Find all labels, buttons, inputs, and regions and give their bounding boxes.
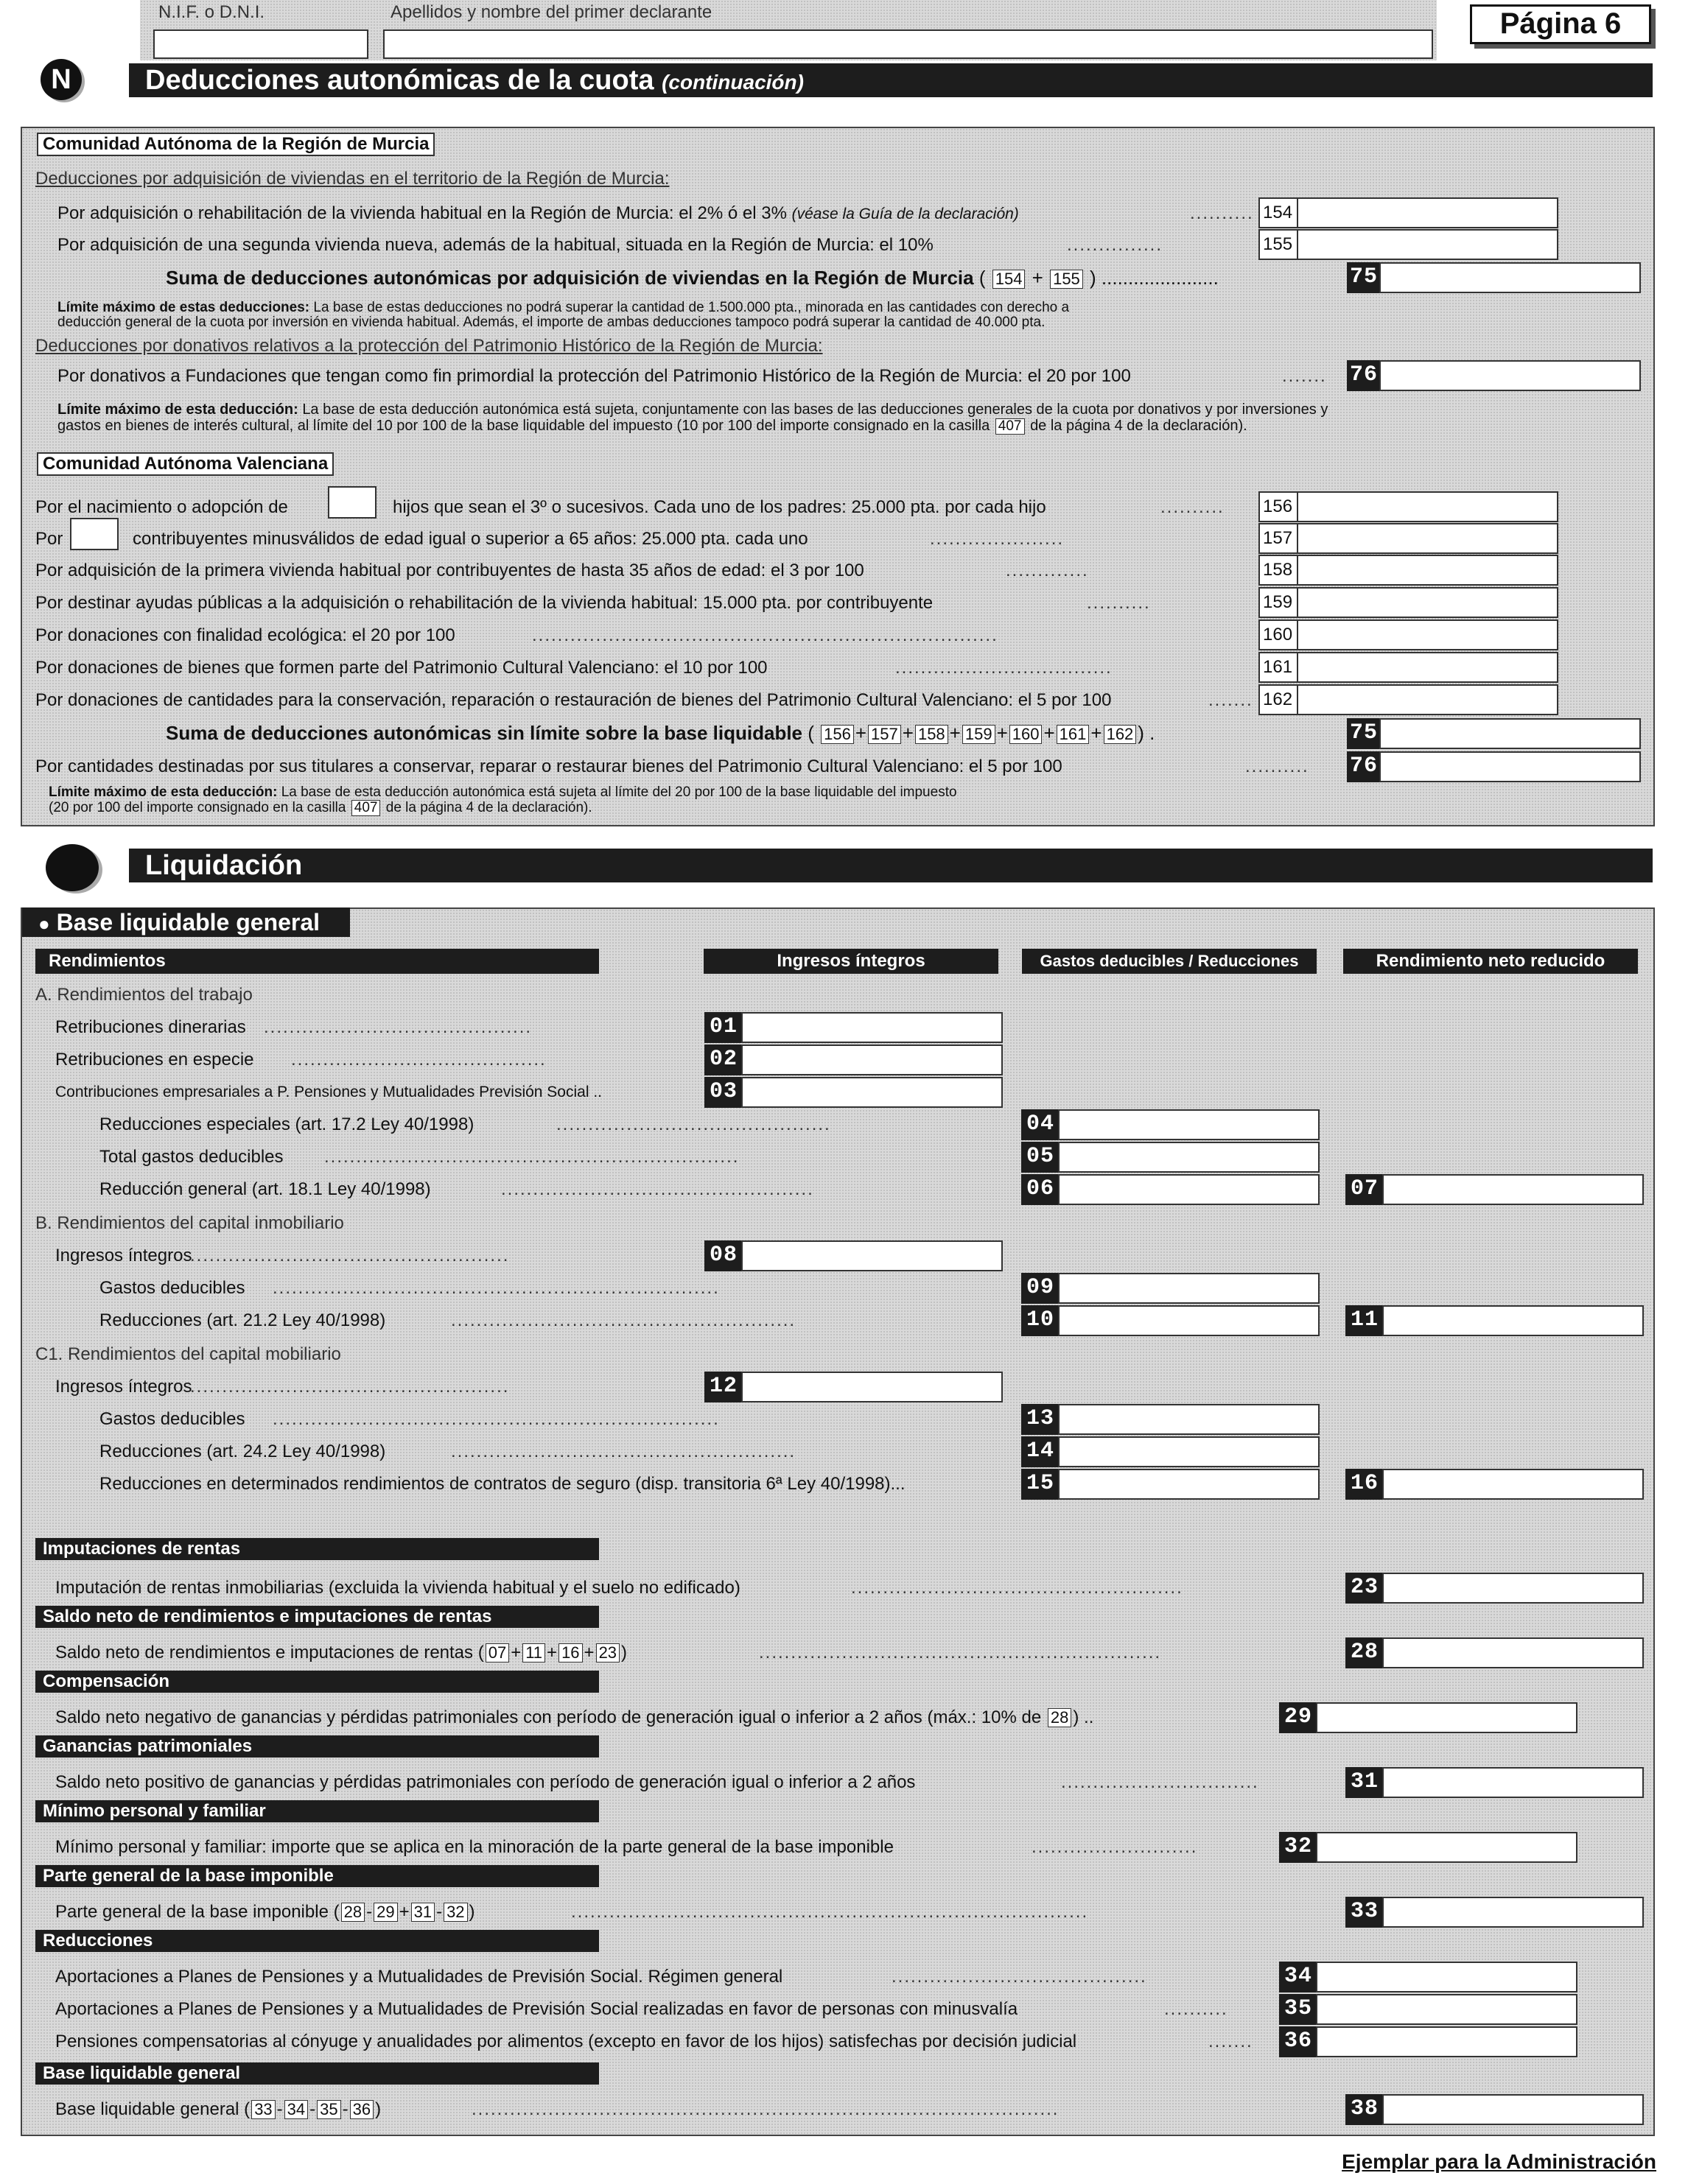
box-31-number: 31 [1345, 1767, 1384, 1798]
row-156-dots: .......... [1160, 497, 1225, 517]
nif-label: N.I.F. o D.N.I. [158, 2, 265, 22]
box-75-murcia-number: 75 [1347, 262, 1381, 293]
row-161-label: Por donaciones de bienes que formen parte del Patrimonio Cultural Valenciano: el 10 por 100 [35, 658, 768, 678]
row-154-dots: .......... [1190, 203, 1254, 223]
box-02-field[interactable] [741, 1044, 1003, 1075]
box-12-number: 12 [704, 1372, 743, 1402]
box-16-number: 16 [1345, 1469, 1384, 1500]
box-10-field[interactable] [1058, 1305, 1320, 1336]
row-156-label-a: Por el nacimiento o adopción de [35, 497, 288, 517]
row-08-dots: .................................................. [190, 1246, 510, 1265]
box-38-number: 38 [1345, 2094, 1384, 2125]
col-ingresos-header: Ingresos íntegros [704, 949, 998, 974]
box-03-number: 03 [704, 1077, 743, 1108]
row-09-label: Gastos deducibles [99, 1278, 245, 1298]
box-75-murcia-field[interactable] [1379, 262, 1641, 293]
box-36-number: 36 [1279, 2026, 1317, 2057]
row-06-dots: ................................................. [501, 1179, 814, 1199]
row-157-label-b: contribuyentes minusválidos de edad igual o superior a 65 años: 25.000 pta. cada uno [133, 529, 808, 549]
ref-407-b: 407 [351, 800, 381, 816]
box-06-number: 06 [1021, 1174, 1060, 1205]
section-c1-label: C1. Rendimientos del capital mobiliario [35, 1344, 341, 1364]
row-04-label: Reducciones especiales (art. 17.2 Ley 40/1998) [99, 1114, 474, 1134]
row-160-dots: ......................................................................... [532, 625, 998, 645]
box-29-field[interactable] [1316, 1702, 1577, 1733]
box-13-field[interactable] [1058, 1404, 1320, 1435]
row-12-dots: .................................................. [190, 1377, 510, 1397]
box-156-field[interactable] [1297, 491, 1558, 522]
ref-29: 29 [374, 1903, 397, 1922]
murcia-limit1-bold: Límite máximo de estas deducciones: [57, 300, 310, 315]
box-15-field[interactable] [1058, 1469, 1320, 1500]
box-12-field[interactable] [741, 1372, 1003, 1402]
box-08-number: 08 [704, 1240, 743, 1271]
ref-28-b: 28 [341, 1903, 365, 1922]
base-liquidable-header: Base liquidable general [35, 2062, 599, 2085]
footer-ejemplar: Ejemplar para la Administración [1342, 2150, 1656, 2173]
row-34-label: Aportaciones a Planes de Pensiones y a Mutualidades de Previsión Social. Régimen general [55, 1967, 783, 1987]
ref-159: 159 [962, 725, 995, 744]
row-12-label: Ingresos íntegros [55, 1377, 192, 1397]
ref-07: 07 [486, 1643, 509, 1662]
ref-35: 35 [317, 2100, 340, 2119]
valencia-sum-label: Suma de deducciones autonómicas sin límite sobre la base liquidable [166, 722, 803, 744]
box-01-number: 01 [704, 1012, 743, 1043]
murcia-row-76-label: Por donativos a Fundaciones que tengan como fin primordial la protección del Patrimonio Histórico de la Región de Murcia: el 20 por 100 [57, 366, 1131, 386]
box-75-valencia-number: 75 [1347, 718, 1381, 749]
box-162-field[interactable] [1297, 684, 1558, 715]
row-35-dots: .......... [1164, 1999, 1228, 2019]
ref-154: 154 [992, 270, 1026, 289]
row-156-label-b: hijos que sean el 3º o sucesivos. Cada uno de los padres: 25.000 pta. por cada hijo [393, 497, 1046, 517]
minimo-header: Mínimo personal y familiar [35, 1800, 599, 1822]
box-11-number: 11 [1345, 1305, 1384, 1336]
row-32-dots: .......................... [1032, 1837, 1198, 1857]
box-05-field[interactable] [1058, 1142, 1320, 1173]
row-31-label: Saldo neto positivo de ganancias y pérdidas patrimoniales con período de generación igual o inferior a 2 años [55, 1772, 916, 1792]
section-a-label: A. Rendimientos del trabajo [35, 985, 253, 1005]
row-09-dots: ...................................................................... [273, 1278, 720, 1298]
ref-161: 161 [1057, 725, 1090, 744]
valencia-sum-row: Suma de deducciones autonómicas sin límite sobre la base liquidable ( 156 + 157 + 158 + 159 + 160 + 161 + 162 ) . [166, 722, 1155, 744]
box-09-number: 09 [1021, 1273, 1060, 1304]
ganancias-header: Ganancias patrimoniales [35, 1735, 599, 1758]
liquidacion-circle-icon [46, 844, 99, 891]
section-b-label: B. Rendimientos del capital inmobiliario [35, 1213, 344, 1233]
row-34-dots: ........................................ [892, 1967, 1147, 1987]
ref-157: 157 [868, 725, 901, 744]
ref-23: 23 [596, 1643, 620, 1662]
row-04-dots: ........................................... [556, 1114, 831, 1134]
row-38-label: Base liquidable general ( 33 - 34 - 35 - 36 ) [55, 2099, 382, 2119]
row-160-label: Por donaciones con finalidad ecológica: el 20 por 100 [35, 625, 455, 645]
n-section-title [129, 63, 1653, 97]
name-field[interactable] [383, 29, 1433, 59]
box-08-field[interactable] [741, 1240, 1003, 1271]
box-35-number: 35 [1279, 1994, 1317, 2025]
row-23-label: Imputación de rentas inmobiliarias (excluida la vivienda habitual y el suelo no edificado) [55, 1578, 740, 1598]
row-15-label: Reducciones en determinados rendimientos de contratos de seguro (disp. transitoria 6ª Ley 40/1998)... [99, 1474, 906, 1494]
box-07-number: 07 [1345, 1174, 1384, 1205]
minusvalidos-count-field[interactable] [70, 518, 119, 550]
bullet-icon: ● [38, 913, 50, 935]
box-76-valencia-number: 76 [1347, 751, 1381, 782]
saldo-header: Saldo neto de rendimientos e imputaciones de rentas [35, 1606, 599, 1628]
box-02-number: 02 [704, 1044, 743, 1075]
box-16-field[interactable] [1382, 1469, 1644, 1500]
box-33-number: 33 [1345, 1897, 1384, 1928]
murcia-sub2: Deducciones por donativos relativos a la protección del Patrimonio Histórico de la Región de Murcia: [35, 336, 823, 356]
murcia-sub1: Deducciones por adquisición de viviendas en el territorio de la Región de Murcia: [35, 169, 670, 189]
box-04-number: 04 [1021, 1109, 1060, 1140]
box-33-field[interactable] [1382, 1897, 1644, 1928]
col-neto-header: Rendimiento neto reducido [1343, 949, 1638, 974]
box-158-field[interactable] [1297, 555, 1558, 586]
n-circle-icon: N [41, 59, 82, 100]
box-156-number: 156 [1258, 491, 1298, 522]
row-31-dots: ............................... [1061, 1772, 1259, 1792]
ref-158: 158 [915, 725, 948, 744]
row-155-dots: ............... [1067, 235, 1163, 255]
ref-11: 11 [522, 1643, 545, 1662]
row-32-label: Mínimo personal y familiar: importe que se aplica en la minoración de la parte general de la base imponible [55, 1837, 894, 1857]
base-liquidable-tab: ● Base liquidable general [22, 907, 350, 937]
ref-32: 32 [444, 1903, 467, 1922]
ref-36: 36 [350, 2100, 374, 2119]
box-155-field[interactable] [1297, 229, 1558, 260]
rendimientos-header: Rendimientos [35, 949, 599, 974]
row-38-dots: ............................................................................................ [472, 2099, 1060, 2119]
box-76-murcia-field[interactable] [1379, 360, 1641, 391]
box-14-number: 14 [1021, 1436, 1060, 1467]
row-36-label: Pensiones compensatorias al cónyuge y anualidades por alimentos (excepto en favor de los hijos) satisfechas por decisión judicial [55, 2032, 1077, 2051]
murcia-sum-row: Suma de deducciones autonómicas por adquisición de viviendas en la Región de Murcia ( 154 + 155 ) ...................... [166, 267, 1219, 289]
row-14-label: Reducciones (art. 24.2 Ley 40/1998) [99, 1442, 386, 1461]
box-36-field[interactable] [1316, 2026, 1577, 2057]
box-35-field[interactable] [1316, 1994, 1577, 2025]
row-36-dots: ....... [1208, 2032, 1253, 2051]
ref-160: 160 [1009, 725, 1043, 744]
box-23-number: 23 [1345, 1573, 1384, 1604]
imputaciones-header: Imputaciones de rentas [35, 1538, 599, 1560]
box-13-number: 13 [1021, 1404, 1060, 1435]
row-28-label: Saldo neto de rendimientos e imputaciones de rentas ( 07 + 11 + 16 + 23 ) [55, 1643, 628, 1662]
box-155-number: 155 [1258, 229, 1298, 260]
box-11-field[interactable] [1382, 1305, 1644, 1336]
n-section-subtitle: (continuación) [662, 71, 804, 94]
box-160-field[interactable] [1297, 619, 1558, 650]
box-161-number: 161 [1258, 652, 1298, 683]
row-154-label: Por adquisición o rehabilitación de la vivienda habitual en la Región de Murcia: el 2% ó el 3% (véase la Guía de la declaración) [57, 203, 1019, 223]
box-38-field[interactable] [1382, 2094, 1644, 2125]
ref-162: 162 [1104, 725, 1137, 744]
box-34-field[interactable] [1316, 1962, 1577, 1992]
row-23-dots: .................................................... [851, 1578, 1183, 1598]
box-154-field[interactable] [1297, 197, 1558, 228]
row-02-label: Retribuciones en especie [55, 1050, 254, 1070]
row-06-label: Reducción general (art. 18.1 Ley 40/1998) [99, 1179, 431, 1199]
ref-156: 156 [821, 725, 854, 744]
row-01-label: Retribuciones dinerarias [55, 1017, 246, 1037]
box-10-number: 10 [1021, 1305, 1060, 1336]
ref-28-a: 28 [1048, 1708, 1071, 1727]
box-159-number: 159 [1258, 587, 1298, 618]
ref-33: 33 [251, 2100, 275, 2119]
box-32-number: 32 [1279, 1832, 1317, 1863]
ref-407-a: 407 [995, 418, 1025, 435]
row-03-label: Contribuciones empresariales a P. Pensiones y Mutualidades Previsión Social .. [55, 1084, 603, 1100]
box-03-field[interactable] [741, 1077, 1003, 1108]
row-158-dots: ............. [1006, 561, 1089, 580]
row-10-dots: ...................................................... [451, 1310, 796, 1330]
box-01-field[interactable] [741, 1012, 1003, 1043]
murcia-limit2: Límite máximo de esta deducción: La base de esta deducción autonómica está sujeta, conjuntamente con las bases de las deducciones generales de la cuota por donativos y por inversiones y gastos en bienes de interés cultural, al límite del 10 por 100 de la base liquidable del impuesto (10 por 100 del importe consignado en la casilla 407 de la página 4 de la declaración). [57, 401, 1328, 434]
row-157-label-a: Por [35, 529, 63, 549]
reducciones-header: Reducciones [35, 1930, 599, 1952]
murcia-limit1: Límite máximo de estas deducciones: La base de estas deducciones no podrá superar la cantidad de 1.500.000 pta., minorada en las cantidades con derecho a deducción general de la cuota por inversión en vivienda habitual. Además, el importe de ambas deducciones tampoco podrá superar la cantidad de 40.000 pta. [57, 300, 1070, 330]
n-section-title-text: Deducciones autonómicas de la cuota [145, 65, 654, 96]
box-76-valencia-field[interactable] [1379, 751, 1641, 782]
murcia-tab: Comunidad Autónoma de la Región de Murcia [37, 133, 435, 156]
row-162-dots: ....... [1208, 690, 1253, 710]
valencia-tab: Comunidad Autónoma Valenciana [37, 452, 334, 476]
box-154-number: 154 [1258, 197, 1298, 228]
box-29-number: 29 [1279, 1702, 1317, 1733]
ref-16: 16 [558, 1643, 582, 1662]
box-31-field[interactable] [1382, 1767, 1644, 1798]
row-154-note: (véase la Guía de la declaración) [791, 206, 1019, 222]
box-157-number: 157 [1258, 523, 1298, 554]
box-28-field[interactable] [1382, 1637, 1644, 1668]
box-158-number: 158 [1258, 555, 1298, 586]
box-06-field[interactable] [1058, 1174, 1320, 1205]
liquidacion-title: Liquidación [129, 849, 1653, 882]
box-23-field[interactable] [1382, 1573, 1644, 1604]
row-10-label: Reducciones (art. 21.2 Ley 40/1998) [99, 1310, 386, 1330]
nif-field[interactable] [153, 29, 368, 59]
row-159-label: Por destinar ayudas públicas a la adquisición o rehabilitación de la vivienda habitual: 15.000 pta. por contribuyente [35, 593, 934, 613]
row-29-label: Saldo neto negativo de ganancias y pérdidas patrimoniales con período de generación igual o inferior a 2 años (máx.: 10% de 28 ) .. [55, 1707, 1094, 1727]
row-28-dots: ............................................................... [759, 1643, 1162, 1662]
name-label: Apellidos y nombre del primer declarante [391, 2, 712, 22]
row-158-label: Por adquisición de la primera vivienda habitual por contribuyentes de hasta 35 años de edad: el 3 por 100 [35, 561, 864, 580]
row-05-dots: ................................................................. [324, 1147, 740, 1167]
box-09-field[interactable] [1058, 1273, 1320, 1304]
ref-31: 31 [411, 1903, 435, 1922]
row-33-dots: ................................................................................. [571, 1902, 1089, 1922]
row-08-label: Ingresos íntegros [55, 1246, 192, 1265]
row-157-dots: ..................... [930, 529, 1065, 549]
ref-155: 155 [1050, 270, 1083, 289]
box-159-field[interactable] [1297, 587, 1558, 618]
row-159-dots: .......... [1087, 593, 1151, 613]
box-75-valencia-field[interactable] [1379, 718, 1641, 749]
compensacion-header: Compensación [35, 1671, 599, 1693]
ref-34: 34 [284, 2100, 308, 2119]
row-33-label: Parte general de la base imponible ( 28 - 29 + 31 - 32 ) [55, 1902, 475, 1922]
box-05-number: 05 [1021, 1142, 1060, 1173]
row-162-label: Por donaciones de cantidades para la conservación, reparación o restauración de bienes del Patrimonio Cultural Valenciano: el 5 por 100 [35, 690, 1112, 710]
murcia-sum-label: Suma de deducciones autonómicas por adquisición de viviendas en la Región de Murcia [166, 267, 974, 289]
box-04-field[interactable] [1058, 1109, 1320, 1140]
box-14-field[interactable] [1058, 1436, 1320, 1467]
row-35-label: Aportaciones a Planes de Pensiones y a Mutualidades de Previsión Social realizadas en favor de personas con minusvalía [55, 1999, 1018, 2019]
box-162-number: 162 [1258, 684, 1298, 715]
row-161-dots: .................................. [895, 658, 1113, 678]
box-15-number: 15 [1021, 1469, 1060, 1500]
row-13-label: Gastos deducibles [99, 1409, 245, 1429]
row-155-label: Por adquisición de una segunda vivienda nueva, además de la habitual, situada en la Región de Murcia: el 10% [57, 235, 934, 255]
box-28-number: 28 [1345, 1637, 1384, 1668]
hijos-count-field[interactable] [328, 486, 377, 519]
valencia-row-76-label: Por cantidades destinadas por sus titulares a conservar, reparar o restaurar bienes del Patrimonio Cultural Valenciano: el 5 por 100 [35, 756, 1062, 776]
row-02-dots: ........................................ [291, 1050, 547, 1070]
box-157-field[interactable] [1297, 523, 1558, 554]
box-32-field[interactable] [1316, 1832, 1577, 1863]
valencia-row-76-dots: .......... [1245, 756, 1309, 776]
box-161-field[interactable] [1297, 652, 1558, 683]
murcia-row-76-dots: ....... [1282, 366, 1327, 386]
parte-general-header: Parte general de la base imponible [35, 1865, 599, 1887]
row-01-dots: .......................................... [264, 1017, 533, 1037]
page-number: Página 6 [1470, 4, 1651, 44]
row-14-dots: ...................................................... [451, 1442, 796, 1461]
box-34-number: 34 [1279, 1962, 1317, 1992]
col-gastos-header: Gastos deducibles / Reducciones [1022, 949, 1317, 974]
valencia-limit: Límite máximo de esta deducción: La base de esta deducción autonómica está sujeta al límite del 20 por 100 de la base liquidable del impuesto (20 por 100 del importe consignado en la casilla 407 de la página 4 de la declaración). [49, 784, 957, 815]
row-05-label: Total gastos deducibles [99, 1147, 284, 1167]
row-13-dots: ...................................................................... [273, 1409, 720, 1429]
box-76-murcia-number: 76 [1347, 360, 1381, 391]
box-07-field[interactable] [1382, 1174, 1644, 1205]
box-160-number: 160 [1258, 619, 1298, 650]
